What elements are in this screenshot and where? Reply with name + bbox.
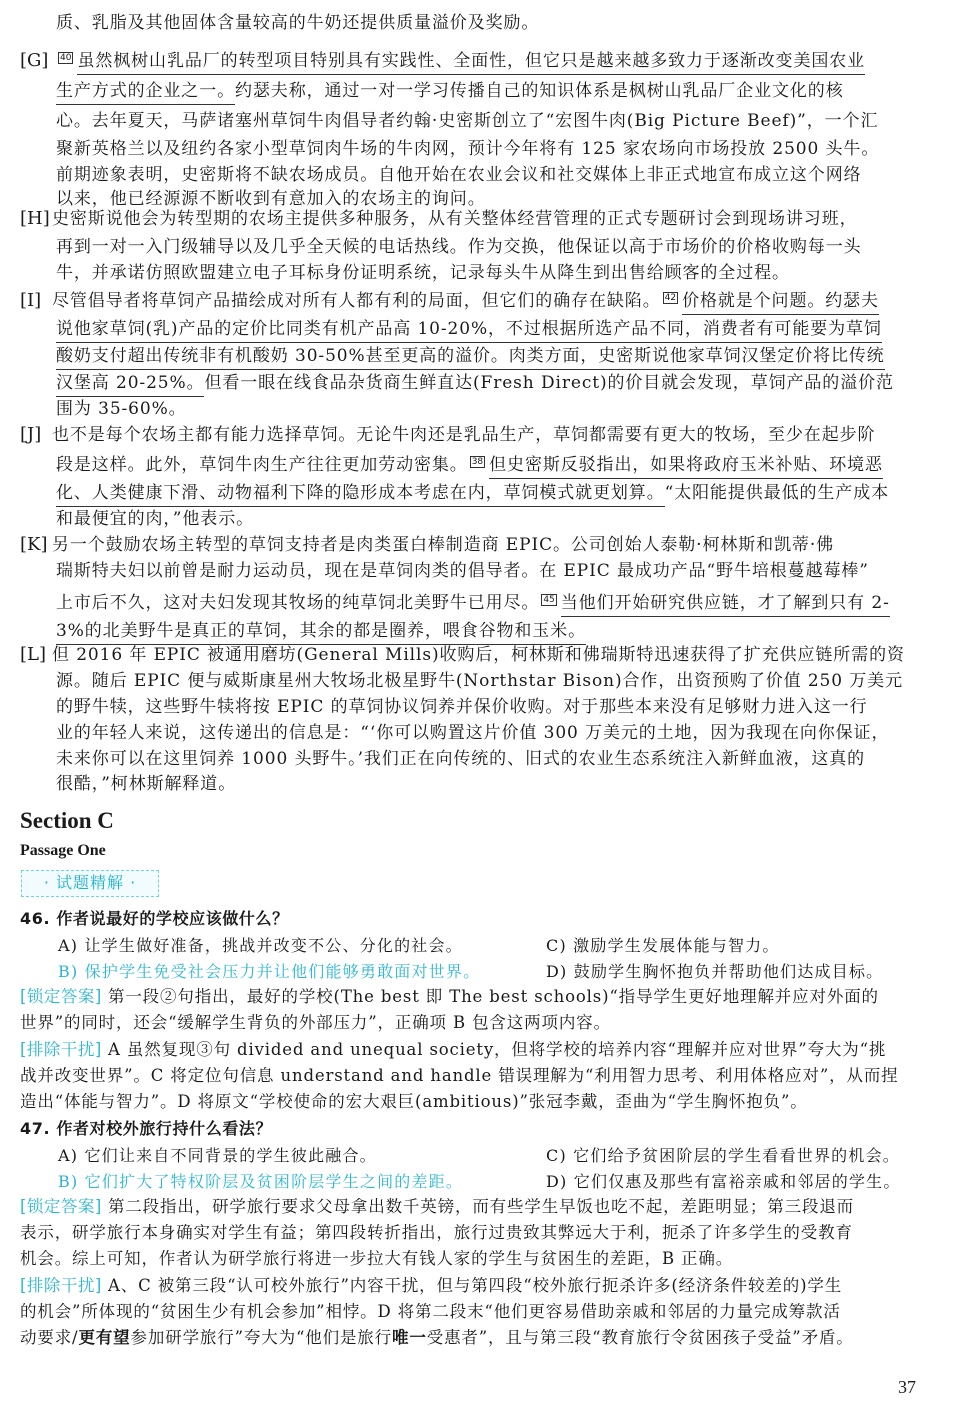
underlined-sentence: 生产方式的企业之一。: [56, 81, 235, 105]
emphasis-text: 唯一: [392, 1328, 427, 1347]
underlined-sentence: 但史密斯反驳指出，如果将政府玉米补贴、环境恶: [489, 455, 883, 479]
question-title: 47. 作者对校外旅行持什么看法？: [20, 1119, 273, 1138]
option-c: C) 它们给予贫困阶层的学生看看世界的机会。: [546, 1146, 900, 1165]
question-number-marker: 45: [543, 595, 555, 605]
answer-label: [锁定答案]: [20, 987, 102, 1006]
distractor-explanation: [排除干扰] A 虽然复现③句 divided and unequal society，但将学校的培养内容“理解并应对世界”夸大为“挑: [20, 1040, 887, 1059]
underlined-sentence: 价格就是个问题。约瑟夫: [682, 291, 879, 315]
paragraph-tag: [K]: [20, 534, 48, 555]
paragraph-tag: [H]: [20, 208, 50, 229]
document-page: 质、乳脂及其他固体含量较高的牛奶还提供质量溢价及奖励。 [G] 40 虽然枫树山乳品厂的转型项目特别具有实践性、全面性，但它只是越来越多致力于逐渐改变美国农业 生产方式的企业之一。约瑟夫称，通过一对一学习传播自己的知识体系是枫树山乳品厂企业文化的核 心。去年夏天，马萨诸塞州草饲牛肉倡导者约翰·史密斯创立了“宏图牛肉(Big Picture Beef)”，一个汇 聚新英格兰以及纽约各家小型草饲肉牛场的牛肉网，预计今年将有 125 家农场向市场投放 2500 头牛。 前期迹象表明，史密斯将不缺农场成员。自他开始在农业会议和社交媒体上非正式地宣布成立这个网络 以来，他已经源源不断收到有意加入的农场主的询问。 [H] 史密斯说他会为转型期的农场主提供多种服务，从有关整体经营管理的正式专题研讨会到现场讲习班， 再到一对一入门级辅导以及几乎全天候的电话热线。作为交换，他保证以高于市场价的价格收购每一头 牛，并承诺仿照欧盟建立电子耳标身份证明系统，记录每头牛从降生到出售给顾客的全过程。 [I] 尽管倡导者将草饲产品描绘成对所有人都有利的局面，但它们的确存在缺陷。 42 价格就是个问题。约瑟夫 说他家草饲(乳)产品的定价比同类有机产品高 10-20%，不过根据所选产品不同，消费者有可能要为草饲 酸奶支付超出传统非有机酸奶 30-50%甚至更高的溢价。肉类方面，史密斯说他家草饲汉堡定价将比传统 汉堡高 20-25%。但看一眼在线食品杂货商生鲜直达(Fresh Direct)的价目就会发现，草饲产品的溢价范 围为 35-60%。 [J] 也不是每个农场主都有能力选择草饲。无论牛肉还是乳品生产，草饲都需要有更大的牧场，至少在起步阶 段是这样。此外，草饲牛肉生产往往更加劳动密集。 38 但史密斯反驳指出，如果将政府玉米补贴、环境恶 化、人类健康下滑、动物福利下降的隐形成本考虑在内，草饲模式就更划算。“太阳能提供最低的生产成本 和最便宜的肉，”他表示。 [K] 另一个鼓励农场主转型的草饲支持者是肉类蛋白棒制造商 EPIC。公司创始人泰勒·柯林斯和凯蒂·佛 瑞斯特夫妇以前曾是耐力运动员，现在是草饲肉类的倡导者。在 EPIC 最成功产品“野牛培根蔓越莓棒” 上市后不久，这对夫妇发现其牧场的纯草饲北美野牛已用尽。 45 当他们开始研究供应链，才了解到只有 2- 3%的北美野牛是真正的草饲，其余的都是圈养，喂食谷物和玉米。 [L] 但 2016 年 EPIC 被通用磨坊(General Mills)收购后，柯林斯和佛瑞斯特迅速获得了扩充供应链所需的资 源。随后 EPIC 便与威斯康星州大牧场北极星野牛(Northstar Bison)合作，出资预购了价值 250 万美元 的野牛犊，这些野牛犊将按 EPIC 的草饲协议饲养并保价收购。对于那些本来没有足够财力进入这一行 业的年轻人来说，这传递出的信息是：“‘你可以购置这片价值 300 万美元的土地，因为我现在向你保证， 未来你可以在这里饲养 1000 头野牛。’我们正在向传统的、旧式的农业生态系统注入新鲜血液，这真的 很酷，”柯林斯解释道。 Section C Passage One · 试题精解 · 46. 作者说最好的学校应该做什么？ A) 让学生做好准备，挑战并改变不公、分化的社会。 C) 激励学生发展体能与智力。 B) 保护学生免受社会压力并让他们能够勇敢面对世界。 D) 鼓励学生胸怀抱负并帮助他们达成目标。 [锁定答案] 第一段②句指出，最好的学校(The best 即 The best schools)“指导学生更好地理解并应对外面的 世界”的同时，还会“缓解学生背负的外部压力”，正确项 B 包含这两项内容。 [排除干扰] A 虽然复现③句 divided and unequal society，但将学校的培养内容“理解并应对世界”夸大为“挑 战并改变世界”。C 将定位句信息 understand and handle 错误理解为“利用智力思考、利用体格应对”，从而捏 造出“体能与智力”。D 将原文“学校使命的宏大艰巨(ambitious)”张冠李戴，歪曲为“学生胸怀抱负”。 47. 作者对校外旅行持什么看法？ A) 它们让来自不同背景的学生彼此融合。 C) 它们给予贫困阶层的学生看看世界的机会。 B) 它们扩大了特权阶层及贫困阶层学生之间的差距。 D) 它们仅惠及那些有富裕亲戚和邻居的学生。 [锁定答案] 第二段指出，研学旅行要求父母拿出数千英镑，而有些学生早饭也吃不起，差距明显；第三段退而 表示，研学旅行本身确实对学生有益；第四段转折指出，旅行过贵致其弊远大于利，扼杀了许多学生的受教育 机会。综上可知，作者认为研学旅行将进一步拉大有钱人家的学生与贫困生的差距，B 正确。 [排除干扰] A、C 被第三段“认可校外旅行”内容干扰，但与第四段“校外旅行扼杀许多(经济条件较差的)学生 的机会”所体现的“贫困生少有机会参加”相悖。D 将第二段末“他们更容易借助亲戚和邻居的力量完成筹款活 动要求/更有望参加研学旅行”夸大为“他们是旅行唯一受惠者”，且与第三段“教育旅行令贫困孩子受益”矛盾。 37: [20, 13, 916, 1397]
option-c: C) 激励学生发展体能与智力。: [546, 936, 780, 955]
option-a: A) 让学生做好准备，挑战并改变不公、分化的社会。: [58, 936, 463, 955]
page-number: 37: [898, 1377, 916, 1397]
question-title: 46. 作者说最好的学校应该做什么？: [20, 909, 289, 928]
paragraph-tag: [J]: [20, 424, 42, 445]
option-d: D) 它们仅惠及那些有富裕亲戚和邻居的学生。: [546, 1172, 901, 1191]
distractor-label: [排除干扰]: [20, 1040, 102, 1059]
emphasis-text: 更有望: [78, 1328, 131, 1347]
option-b-correct: B) 它们扩大了特权阶层及贫困阶层学生之间的差距。: [58, 1172, 464, 1191]
question-number-marker: 42: [664, 293, 677, 303]
distractor-explanation: [排除干扰] A、C 被第三段“认可校外旅行”内容干扰，但与第四段“校外旅行扼杀许多(经济条件较差的)学生: [20, 1276, 843, 1295]
option-d: D) 鼓励学生胸怀抱负并帮助他们达成目标。: [546, 962, 884, 981]
answer-explanation: [锁定答案] 第一段②句指出，最好的学校(The best 即 The best schools)“指导学生更好地理解并应对外面的: [20, 987, 879, 1006]
option-b-correct: B) 保护学生免受社会压力并让他们能够勇敢面对世界。: [58, 962, 481, 981]
underlined-sentence: 虽然枫树山乳品厂的转型项目特别具有实践性、全面性，但它只是越来越多致力于逐渐改变美国农业: [77, 51, 865, 75]
answer-label: [锁定答案]: [20, 1197, 102, 1216]
option-a: A) 它们让来自不同背景的学生彼此融合。: [58, 1146, 377, 1165]
question-number-marker: 38: [471, 457, 484, 467]
explanation-badge: · 试题精解 ·: [21, 870, 159, 897]
paragraph-tag: [L]: [20, 644, 46, 665]
question-number-marker: 40: [60, 53, 72, 63]
paragraph-tag: [I]: [20, 290, 42, 311]
passage-title: Passage One: [20, 842, 106, 859]
distractor-label: [排除干扰]: [20, 1276, 102, 1295]
answer-explanation: [锁定答案] 第二段指出，研学旅行要求父母拿出数千英镑，而有些学生早饭也吃不起，差距明显；第三段退而: [20, 1197, 855, 1216]
underlined-sentence: 当他们开始研究供应链，才了解到只有 2-: [561, 593, 890, 617]
section-title: Section C: [20, 808, 114, 833]
paragraph-tag: [G]: [20, 50, 49, 71]
